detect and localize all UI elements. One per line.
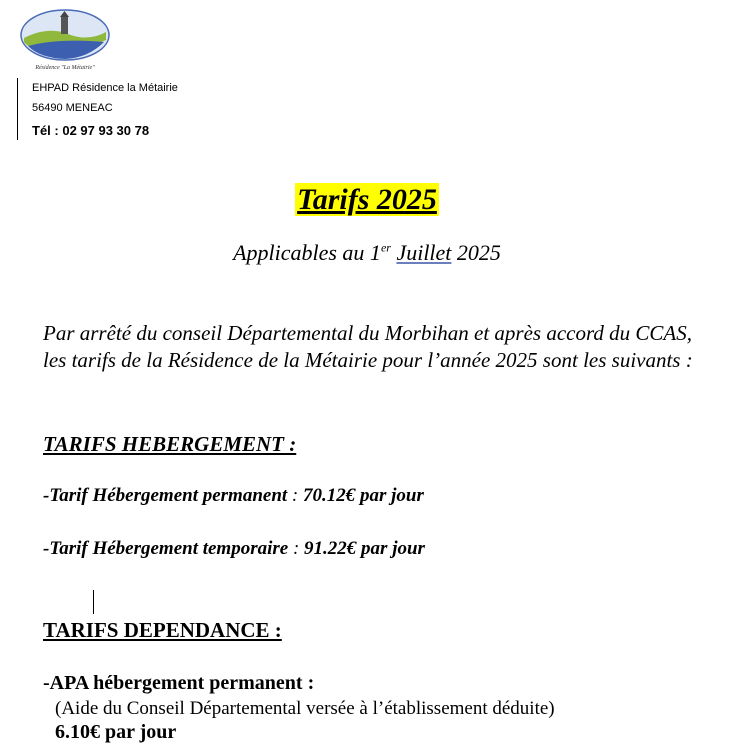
- svg-text:Résidence "La Métairie": Résidence "La Métairie": [35, 65, 95, 71]
- subtitle-sup: er: [380, 240, 391, 255]
- postal-city: 56490 MENEAC: [32, 102, 113, 114]
- page-title-text: Tarifs 2025: [297, 183, 437, 216]
- rate-temporaire-label: -Tarif Hébergement temporaire: [43, 538, 289, 559]
- subtitle: [0, 240, 734, 266]
- phone-number: Tél : 02 97 93 30 78: [32, 123, 150, 138]
- rate-permanent: -Tarif Hébergement permanent : 70.12€ par jour: [43, 485, 424, 506]
- apa-label: -APA hébergement permanent :: [43, 672, 315, 694]
- hebergement-heading: TARIFS HEBERGEMENT :: [43, 432, 297, 456]
- address-divider: [17, 78, 18, 140]
- dependance-heading: TARIFS DEPENDANCE :: [43, 618, 282, 642]
- facility-name: EHPAD Résidence la Métairie: [32, 82, 178, 94]
- subtitle-year: 2025: [451, 240, 501, 265]
- rate-permanent-price: 70.12€ par jour: [303, 485, 424, 506]
- rate-temporaire: -Tarif Hébergement temporaire : 91.22€ par jour: [43, 538, 425, 559]
- residence-logo: [18, 8, 112, 72]
- page-title: [0, 183, 734, 217]
- apa-price: 6.10€ par jour: [55, 721, 177, 743]
- rate-temporaire-price: 91.22€ par jour: [304, 538, 425, 559]
- rate-permanent-label: -Tarif Hébergement permanent: [43, 485, 288, 506]
- apa-note: (Aide du Conseil Départemental versée à l’établissement déduite): [55, 698, 555, 719]
- intro-paragraph: Par arrêté du conseil Départemental du Morbihan et après accord du CCAS, les tarifs de la Résidence de la Métairie pour l’année 2025 sont les suivants :: [43, 321, 693, 372]
- subtitle-prefix: Applicables au 1: [233, 240, 381, 265]
- subtitle-month: Juillet: [396, 240, 452, 265]
- text-cursor: [93, 590, 94, 614]
